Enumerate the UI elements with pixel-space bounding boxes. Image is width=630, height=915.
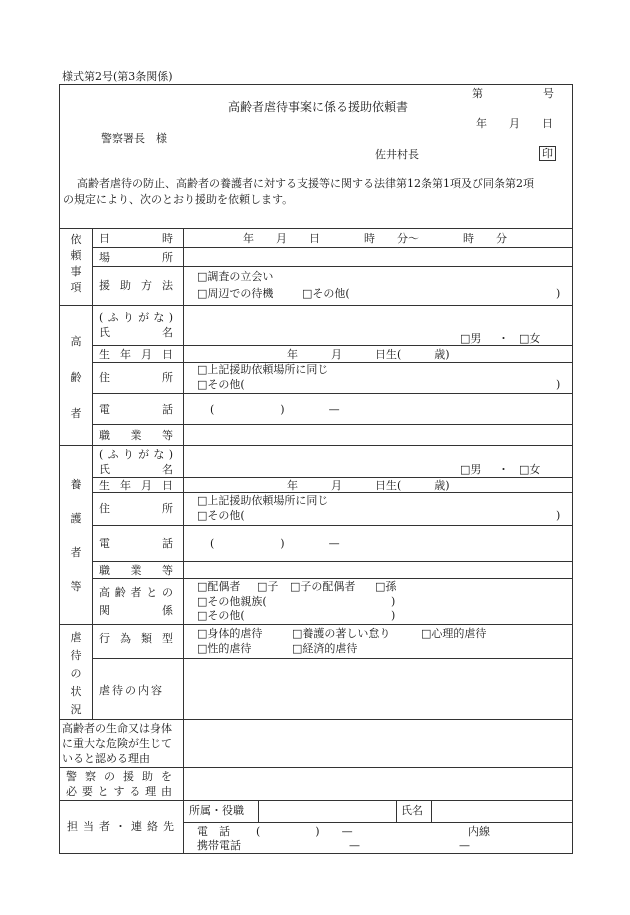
contact-phone-value: ( ) —: [256, 825, 353, 838]
caregiver-furigana-label: ( ふ り が な ): [99, 448, 173, 461]
addressee: 警察署長 様: [101, 132, 167, 145]
intro-line-1: 高齢者虐待の防止、高齢者の養護者に対する支援等に関する法律第12条第1項及び同条第2項: [77, 177, 534, 190]
elder-furigana-label: ( ふ り が な ): [99, 311, 173, 324]
relation-child-spouse[interactable]: □ 子の配偶者: [290, 581, 355, 592]
relation-grandchild[interactable]: □ 孫: [375, 581, 396, 592]
date-month: 月: [509, 117, 520, 130]
caregiver-address-close-paren: ): [556, 509, 561, 522]
contact-mobile-dash-1: —: [349, 839, 360, 852]
danger-reason-line1: 高齢者の生命又は身体: [62, 722, 172, 735]
caregiver-address-other[interactable]: □ その他(: [197, 510, 245, 521]
contact-dept-label: 所属・役職: [189, 804, 244, 817]
abuse-type-neglect[interactable]: □ 養護の著しい怠り: [292, 628, 390, 639]
abuse-type-economic[interactable]: □ 経済的虐待: [292, 643, 357, 654]
contact-mobile-label: 携帯電話: [197, 839, 241, 852]
caregiver-sex-separator: ・: [498, 463, 509, 476]
section-abuse-label: 虐待の状況: [70, 631, 82, 716]
contact-name-label: 氏名: [401, 804, 423, 817]
doc-number-prefix: 第: [472, 87, 483, 100]
method-option-witness[interactable]: □ 調査の立会い: [197, 271, 273, 282]
caregiver-name-label: 氏 名: [99, 463, 173, 476]
section-elder-label: 高齢者: [70, 335, 82, 420]
relation-other-family[interactable]: □ その他親族(: [197, 596, 267, 607]
method-label: 援 助 方 法: [99, 279, 173, 292]
form-number: 様式第2号(第3条関係): [62, 70, 173, 83]
relation-other-close: ): [391, 609, 396, 622]
datetime-label: 日 時: [99, 232, 173, 245]
contact-ext-label: 内線: [468, 825, 490, 838]
caregiver-phone-label: 電 話: [99, 537, 173, 550]
datetime-value: 年 月 日 時 分～ 時 分: [243, 232, 507, 245]
sender: 佐井村長: [375, 148, 419, 161]
contact-mobile-dash-2: —: [459, 839, 470, 852]
abuse-type-physical[interactable]: □ 身体的虐待: [197, 628, 262, 639]
abuse-type-psychological[interactable]: □ 心理的虐待: [421, 628, 486, 639]
police-reason-line1: 警 察 の 援 助 を: [66, 770, 172, 783]
elder-phone-value: ( ) —: [210, 403, 340, 416]
caregiver-phone-value: ( ) —: [210, 537, 340, 550]
elder-address-same[interactable]: □ 上記援助依頼場所に同じ: [197, 364, 328, 375]
section-request-label: 依頼事項: [70, 233, 82, 294]
caregiver-female-checkbox[interactable]: □ 女: [519, 464, 540, 475]
elder-phone-label: 電 話: [99, 403, 173, 416]
caregiver-address-label: 住 所: [99, 502, 173, 515]
date-year: 年: [476, 117, 487, 130]
elder-address-label: 住 所: [99, 371, 173, 384]
contact-phone-label: 電 話: [197, 825, 230, 838]
elder-male-checkbox[interactable]: □ 男: [460, 333, 481, 344]
caregiver-address-same[interactable]: □ 上記援助依頼場所に同じ: [197, 495, 328, 506]
relation-child[interactable]: □ 子: [257, 581, 278, 592]
police-reason-line2: 必 要 と す る 理 由: [66, 785, 172, 798]
caregiver-job-label: 職 業 等: [99, 564, 173, 577]
method-close-paren: ): [556, 287, 561, 300]
doc-number-suffix: 号: [543, 87, 554, 100]
abuse-content-label: 虐待の内容: [99, 684, 164, 697]
relation-other[interactable]: □ その他(: [197, 610, 245, 621]
elder-birth-value: 年 月 日生( 歳): [287, 348, 450, 361]
section-caregiver-label: 養護者等: [70, 478, 82, 593]
elder-address-close-paren: ): [556, 378, 561, 391]
relation-label-line2: 関 係: [99, 604, 173, 617]
danger-reason-line2: に重大な危険が生じて: [62, 737, 172, 750]
elder-address-other[interactable]: □ その他(: [197, 379, 245, 390]
relation-label-line1: 高 齢 者 と の: [99, 586, 173, 599]
caregiver-birth-value: 年 月 日生( 歳): [287, 479, 450, 492]
abuse-type-label: 行 為 類 型: [99, 632, 173, 645]
elder-sex-separator: ・: [498, 332, 509, 345]
page-title: 高齢者虐待事案に係る援助依頼書: [228, 100, 409, 114]
intro-line-2: の規定により、次のとおり援助を依頼します。: [63, 193, 294, 206]
date-day: 日: [542, 117, 553, 130]
method-option-other[interactable]: □ その他(: [302, 288, 350, 299]
contact-label: 担 当 者 ・ 連 絡 先: [67, 820, 174, 833]
elder-female-checkbox[interactable]: □ 女: [519, 333, 540, 344]
elder-name-label: 氏 名: [99, 326, 173, 339]
abuse-type-sexual[interactable]: □ 性的虐待: [197, 643, 251, 654]
method-option-standby[interactable]: □ 周辺での待機: [197, 288, 273, 299]
seal-mark: 印: [539, 146, 556, 161]
place-label: 場 所: [99, 251, 173, 264]
caregiver-male-checkbox[interactable]: □ 男: [460, 464, 481, 475]
relation-other-family-close: ): [391, 595, 396, 608]
relation-spouse[interactable]: □ 配偶者: [197, 581, 240, 592]
danger-reason-line3: いると認める理由: [62, 752, 150, 765]
elder-job-label: 職 業 等: [99, 429, 173, 442]
caregiver-birth-label: 生 年 月 日: [99, 479, 173, 492]
elder-birth-label: 生 年 月 日: [99, 348, 173, 361]
